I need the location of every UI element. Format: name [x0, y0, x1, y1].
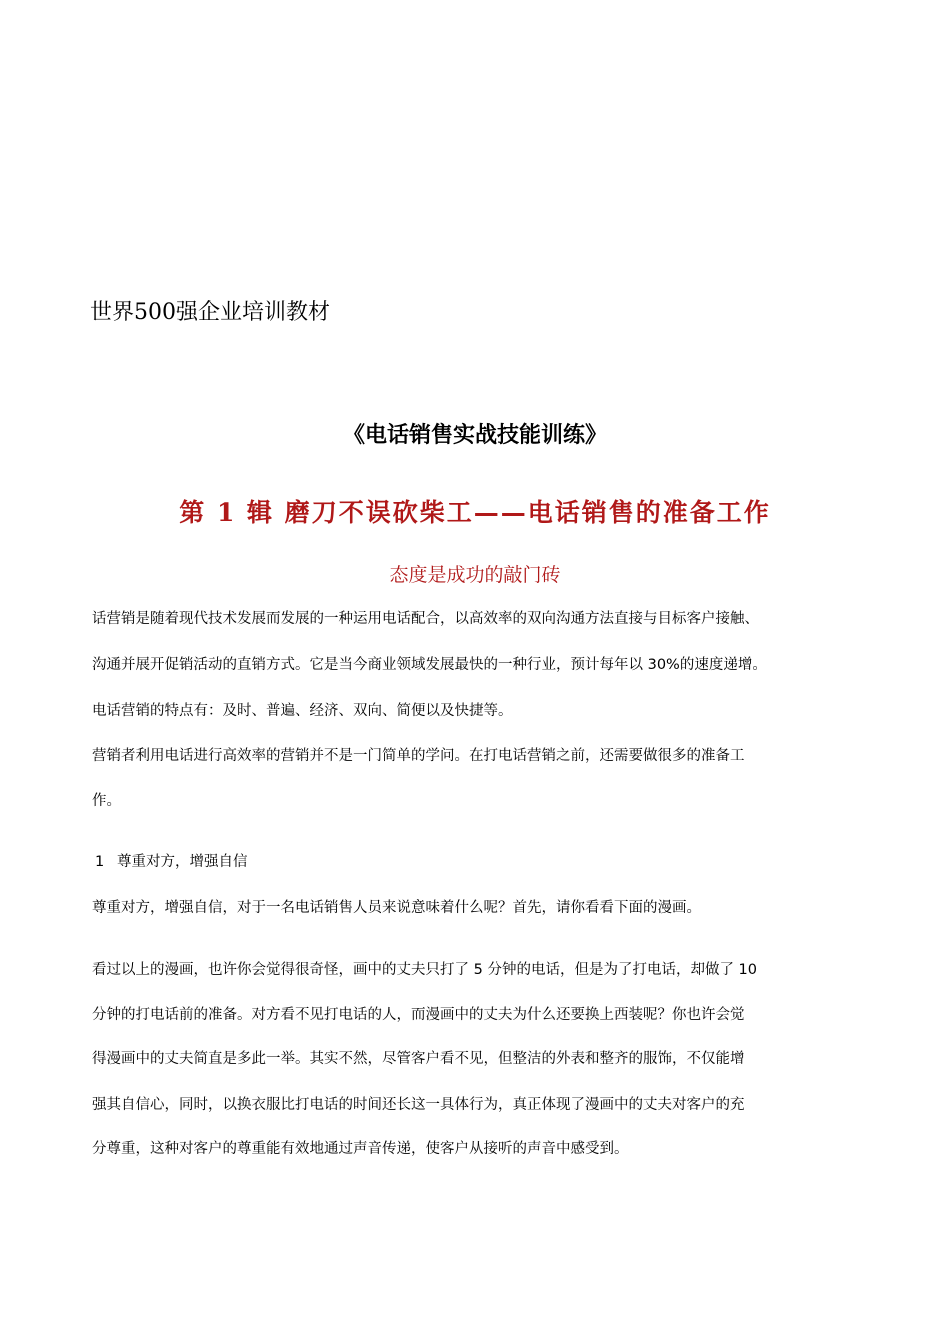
item-intro-paragraph: 尊重对方，增强自信，对于一名电话销售人员来说意味着什么呢？首先，请你看看下面的漫画。: [92, 900, 701, 916]
intro-paragraph-line: 沟通并展开促销活动的直销方式。它是当今商业领域发展最快的一种行业，预计每年以 30%的速度递增。: [92, 657, 767, 673]
body-paragraph-line: 得漫画中的丈夫简直是多此一举。其实不然，尽管客户看不见，但整洁的外表和整齐的服饰，不仅能增: [92, 1051, 745, 1067]
intro-paragraph-line: 话营销是随着现代技术发展而发展的一种运用电话配合，以高效率的双向沟通方法直接与目标客户接触、: [92, 611, 759, 627]
intro-paragraph-line: 营销者利用电话进行高效率的营销并不是一门简单的学问。在打电话营销之前，还需要做很多的准备工: [92, 748, 745, 764]
item-heading: [95, 850, 248, 874]
item-heading-text: 尊重对方，增强自信: [117, 854, 248, 870]
body-paragraph-line: 强其自信心，同时，以换衣服比打电话的时间还长这一具体行为，真正体现了漫画中的丈夫对客户的充: [92, 1097, 745, 1113]
section-title: 态度是成功的敲门砖: [389, 564, 561, 586]
intro-paragraph-line: 电话营销的特点有：及时、普遍、经济、双向、简便以及快捷等。: [92, 703, 513, 719]
body-paragraph-line: 分尊重，这种对客户的尊重能有效地通过声音传递，使客户从接听的声音中感受到。: [92, 1141, 629, 1157]
body-paragraph-line: 分钟的打电话前的准备。对方看不见打电话的人，而漫画中的丈夫为什么还要换上西装呢？你也许会觉: [92, 1007, 745, 1023]
chapter-title: 第 1 辑 磨刀不误砍柴工——电话销售的准备工作: [179, 498, 771, 527]
item-number: 1: [95, 854, 105, 870]
intro-paragraph-line: 作。: [92, 793, 121, 809]
body-paragraph-line: 看过以上的漫画，也许你会觉得很奇怪，画中的丈夫只打了 5 分钟的电话，但是为了打电话，却做了 10: [92, 962, 757, 978]
book-title: 《电话销售实战技能训练》: [342, 422, 607, 448]
document-top-label: 世界500强企业培训教材: [90, 300, 330, 325]
